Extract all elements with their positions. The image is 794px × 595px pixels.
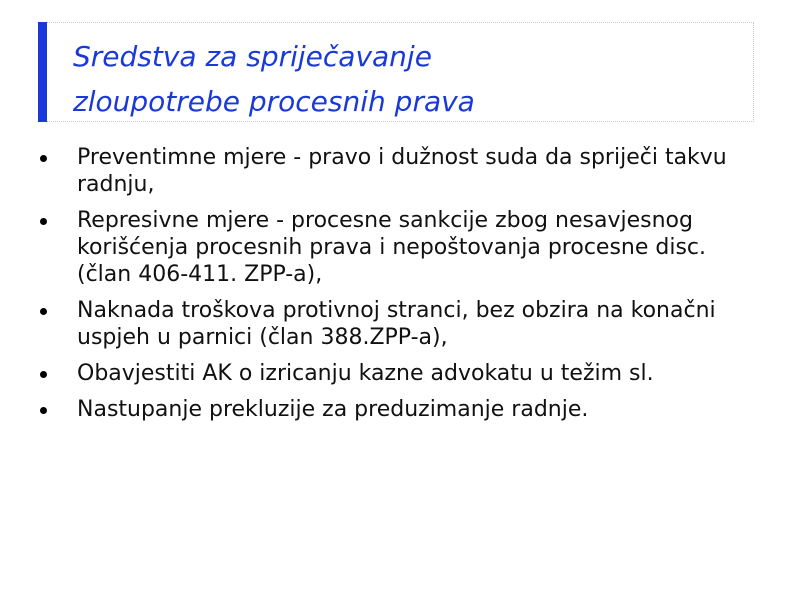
slide-title-line-1: Sredstva za spriječavanje [73,40,432,73]
bullet-dot-icon [40,407,47,414]
bullet-text: Preventimne mjere - pravo i dužnost suda da spriječi takvu radnju, [77,145,727,197]
bullet-item-3 [40,297,760,351]
title-accent-bar [38,22,47,122]
bullet-dot-icon [40,371,47,378]
bullet-text: Obavjestiti AK o izricanju kazne advokatu u težim sl. [77,361,654,386]
bullet-list [40,144,760,432]
bullet-text: Nastupanje prekluzije za preduzimanje radnje. [77,397,589,422]
bullet-dot-icon [40,218,47,225]
slide-title [73,34,743,124]
bullet-item-4 [40,360,760,387]
bullet-item-1 [40,144,760,198]
slide-title-line-2: zloupotrebe procesnih prava [73,85,475,118]
bullet-text: Naknada troškova protivnoj stranci, bez obzira na konačni uspjeh u parnici (član 388.ZPP-a), [77,298,716,350]
bullet-text: Represivne mjere - procesne sankcije zbog nesavjesnog korišćenja procesnih prava i nepoštovanja procesne disc. (član 406-411. ZPP-a), [77,208,707,287]
bullet-item-5 [40,396,760,423]
bullet-dot-icon [40,308,47,315]
bullet-dot-icon [40,155,47,162]
bullet-item-2 [40,207,760,288]
